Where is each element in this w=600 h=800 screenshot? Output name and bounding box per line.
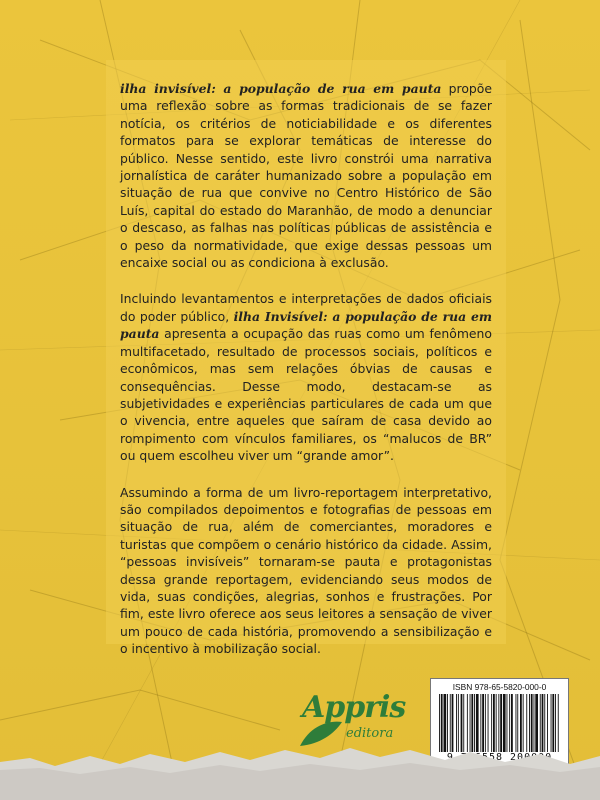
blurb-paragraph-1	[120, 80, 492, 271]
isbn-label: ISBN 978-65-5820-000-0	[452, 682, 547, 692]
blurb-text: apresenta a ocupação das ruas como um fenômeno multifacetado, resultado de processos sociais, políticos e econômicos, mas sem relações óbvias de causas e consequências. Desse modo, destacam-se as subjetividades e experiências particulares de cada um que o vivencia, entre aqueles que saíram de casa devido ao rompimento com vínculos familiares, os “malucos de BR” ou quem escolheu viver um “grande amor”.	[120, 326, 492, 464]
blurb-text: Incluindo levantamentos e interpretações de dados oficiais do poder público,	[120, 291, 492, 324]
barcode-digits: 9 786558 200000	[446, 752, 553, 763]
blurb-paragraph-3: Assumindo a forma de um livro-reportagem interpretativo, são compilados depoimentos e fotografias de pessoas em situação de rua, além de comerciantes, moradores e turistas que compõem o cenário histórico da cidade. Assim, “pessoas invisíveis” tornaram-se pauta e protagonistas dessa grande reportagem, evidenciando seus modos de vida, suas condições, alegrias, sonhos e frustrações. Por fim, este livro oferece aos seus leitores a sensação de viver um pouco de cada história, promovendo a sensibilização e o incentivo à mobilização social.	[120, 484, 492, 657]
publisher-name: Appris	[302, 690, 406, 725]
blurb-paragraph-2	[120, 290, 492, 464]
publisher-subtitle: editora	[346, 726, 394, 741]
torn-paper-edge	[0, 740, 600, 800]
blurb-text: propõe uma reflexão sobre as formas tradicionais de se fazer notícia, os critérios de noticiabilidade e os diferentes formatos para se explorar temáticas de interesse do público. Nesse sentido, este livro constrói uma narrativa jornalística de caráter humanizado sobre a população em situação de rua que convive no Centro Histórico de São Luís, capital do estado do Maranhão, de modo a denunciar o descaso, as falhas nas políticas públicas de assistência e o peso da normatividade, que exige dessas pessoas um encaixe social ou as condiciona à exclusão.	[120, 81, 492, 271]
book-title-italic: ilha Invisível: a população de rua em pauta	[120, 308, 492, 342]
back-cover-blurb	[120, 80, 492, 677]
book-title-italic: ilha invisível: a população de rua em pauta	[120, 81, 442, 96]
